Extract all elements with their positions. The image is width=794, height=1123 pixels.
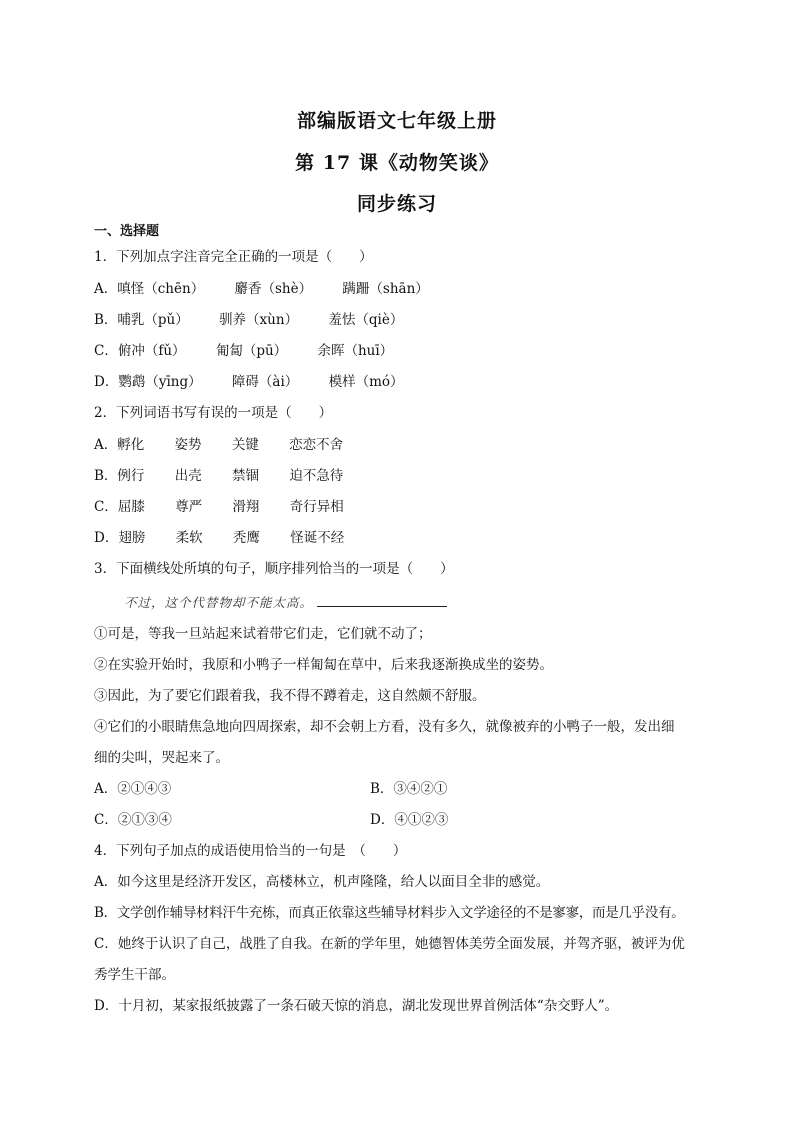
- option-text: B．例行: [94, 468, 145, 484]
- question-2-option-c: [94, 497, 704, 517]
- option-text: 姿势: [174, 437, 202, 453]
- question-1-option-c: [94, 341, 704, 361]
- exercise-title: 同步练习: [356, 193, 437, 215]
- question-2-option-b: [94, 466, 704, 486]
- option-text: B．哺乳（pǔ）: [94, 312, 189, 328]
- option-text: A．孵化: [94, 437, 145, 453]
- option-text: 怪诞不经: [290, 530, 345, 546]
- question-1-option-a: [94, 279, 704, 299]
- sentence-3: ③因此，为了要它们跟着我，我不得不蹲着走，这自然颇不舒服。: [94, 688, 486, 704]
- question-4-option-a: A．如今这里是经济开发区，高楼林立，机声隆隆，给人以面目全非的感觉。: [94, 874, 550, 890]
- question-2-option-d: [94, 528, 704, 548]
- question-1-option-b: [94, 310, 704, 330]
- question-4-stem: 4．下列句子加点的成语使用恰当的一句是 （ ）: [94, 843, 407, 859]
- option-text: C．俯冲（fǔ）: [94, 343, 186, 359]
- document-title: 部编版语文七年级上册: [296, 110, 497, 132]
- question-1-option-d: [94, 372, 704, 392]
- option-text: 障碍（ài）: [231, 374, 299, 390]
- option-text: 秃鹰: [232, 530, 260, 546]
- question-3-option-b: B．③④②①: [370, 781, 448, 797]
- sentence-4-continued: 细的尖叫，哭起来了。: [94, 750, 229, 766]
- lesson-title: 第 17 课《动物笑谈》: [295, 152, 499, 174]
- option-text: 关键: [231, 437, 259, 453]
- option-text: 麝香（shè）: [234, 281, 313, 297]
- question-4-option-c: C．她终于认识了自己，战胜了自我。在新的学年里，她德智体美劳全面发展，并驾齐驱，被评为优: [94, 936, 685, 952]
- option-text: 奇行异相: [289, 499, 344, 515]
- option-text: 余晖（huī）: [317, 343, 394, 359]
- option-text: 恋恋不舍: [289, 437, 344, 453]
- option-text: 迫不急待: [289, 468, 344, 484]
- option-text: 模样（mó）: [328, 374, 404, 390]
- handwritten-text: 不过，这个代替物却不能太高。: [124, 595, 314, 610]
- question-3-option-c: C．②①③④: [94, 812, 172, 828]
- option-text: 匍匐（pū）: [215, 343, 288, 359]
- sentence-2: ②在实验开始时，我原和小鸭子一样匍匐在草中，后来我逐渐换成坐的姿势。: [94, 657, 553, 673]
- option-text: C．屈膝: [94, 499, 145, 515]
- option-text: A．嗔怪（chēn）: [94, 281, 205, 297]
- question-1-stem: 1．下列加点字注音完全正确的一项是（ ）: [94, 249, 373, 265]
- option-text: 尊严: [175, 499, 203, 515]
- option-text: 出壳: [174, 468, 202, 484]
- option-text: 蹒跚（shān）: [342, 281, 429, 297]
- answer-blank-line: [317, 594, 447, 607]
- question-4-option-b: B．文学创作辅导材料汗牛充栋，而真正依靠这些辅导材料步入文学途径的不是寥寥，而是几乎没有。: [94, 905, 685, 921]
- option-text: 羞怯（qiè）: [328, 312, 404, 328]
- question-4-option-c-continued: 秀学生干部。: [94, 967, 175, 983]
- question-4-option-d: D．十月初，某家报纸披露了一条石破天惊的消息，湖北发现世界首例活体“杂交野人”。: [94, 998, 619, 1014]
- option-text: D．鹦鹉（yīng）: [94, 374, 202, 390]
- question-2-option-a: [94, 435, 704, 455]
- question-3-stem: 3．下面横线处所填的句子，顺序排列恰当的一项是（ ）: [94, 561, 454, 577]
- sentence-4: ④它们的小眼睛焦急地向四周探索，却不会朝上方看，没有多久，就像被弃的小鸭子一般，发出细: [94, 719, 675, 735]
- option-text: D．翅膀: [94, 530, 146, 546]
- option-text: 柔软: [175, 530, 203, 546]
- question-2-stem: 2．下列词语书写有误的一项是（ ）: [94, 405, 333, 421]
- option-text: 禁锢: [232, 468, 260, 484]
- question-3-option-a: A．②①④③: [94, 781, 172, 797]
- option-text: 驯养（xùn）: [219, 312, 299, 328]
- option-text: 滑翔: [232, 499, 260, 515]
- handwritten-sentence: [124, 593, 447, 611]
- section-heading: 一、选择题: [94, 224, 160, 239]
- question-3-option-d: D．④①②③: [370, 812, 449, 828]
- sentence-1: ①可是，等我一旦站起来试着带它们走，它们就不动了；: [94, 626, 432, 642]
